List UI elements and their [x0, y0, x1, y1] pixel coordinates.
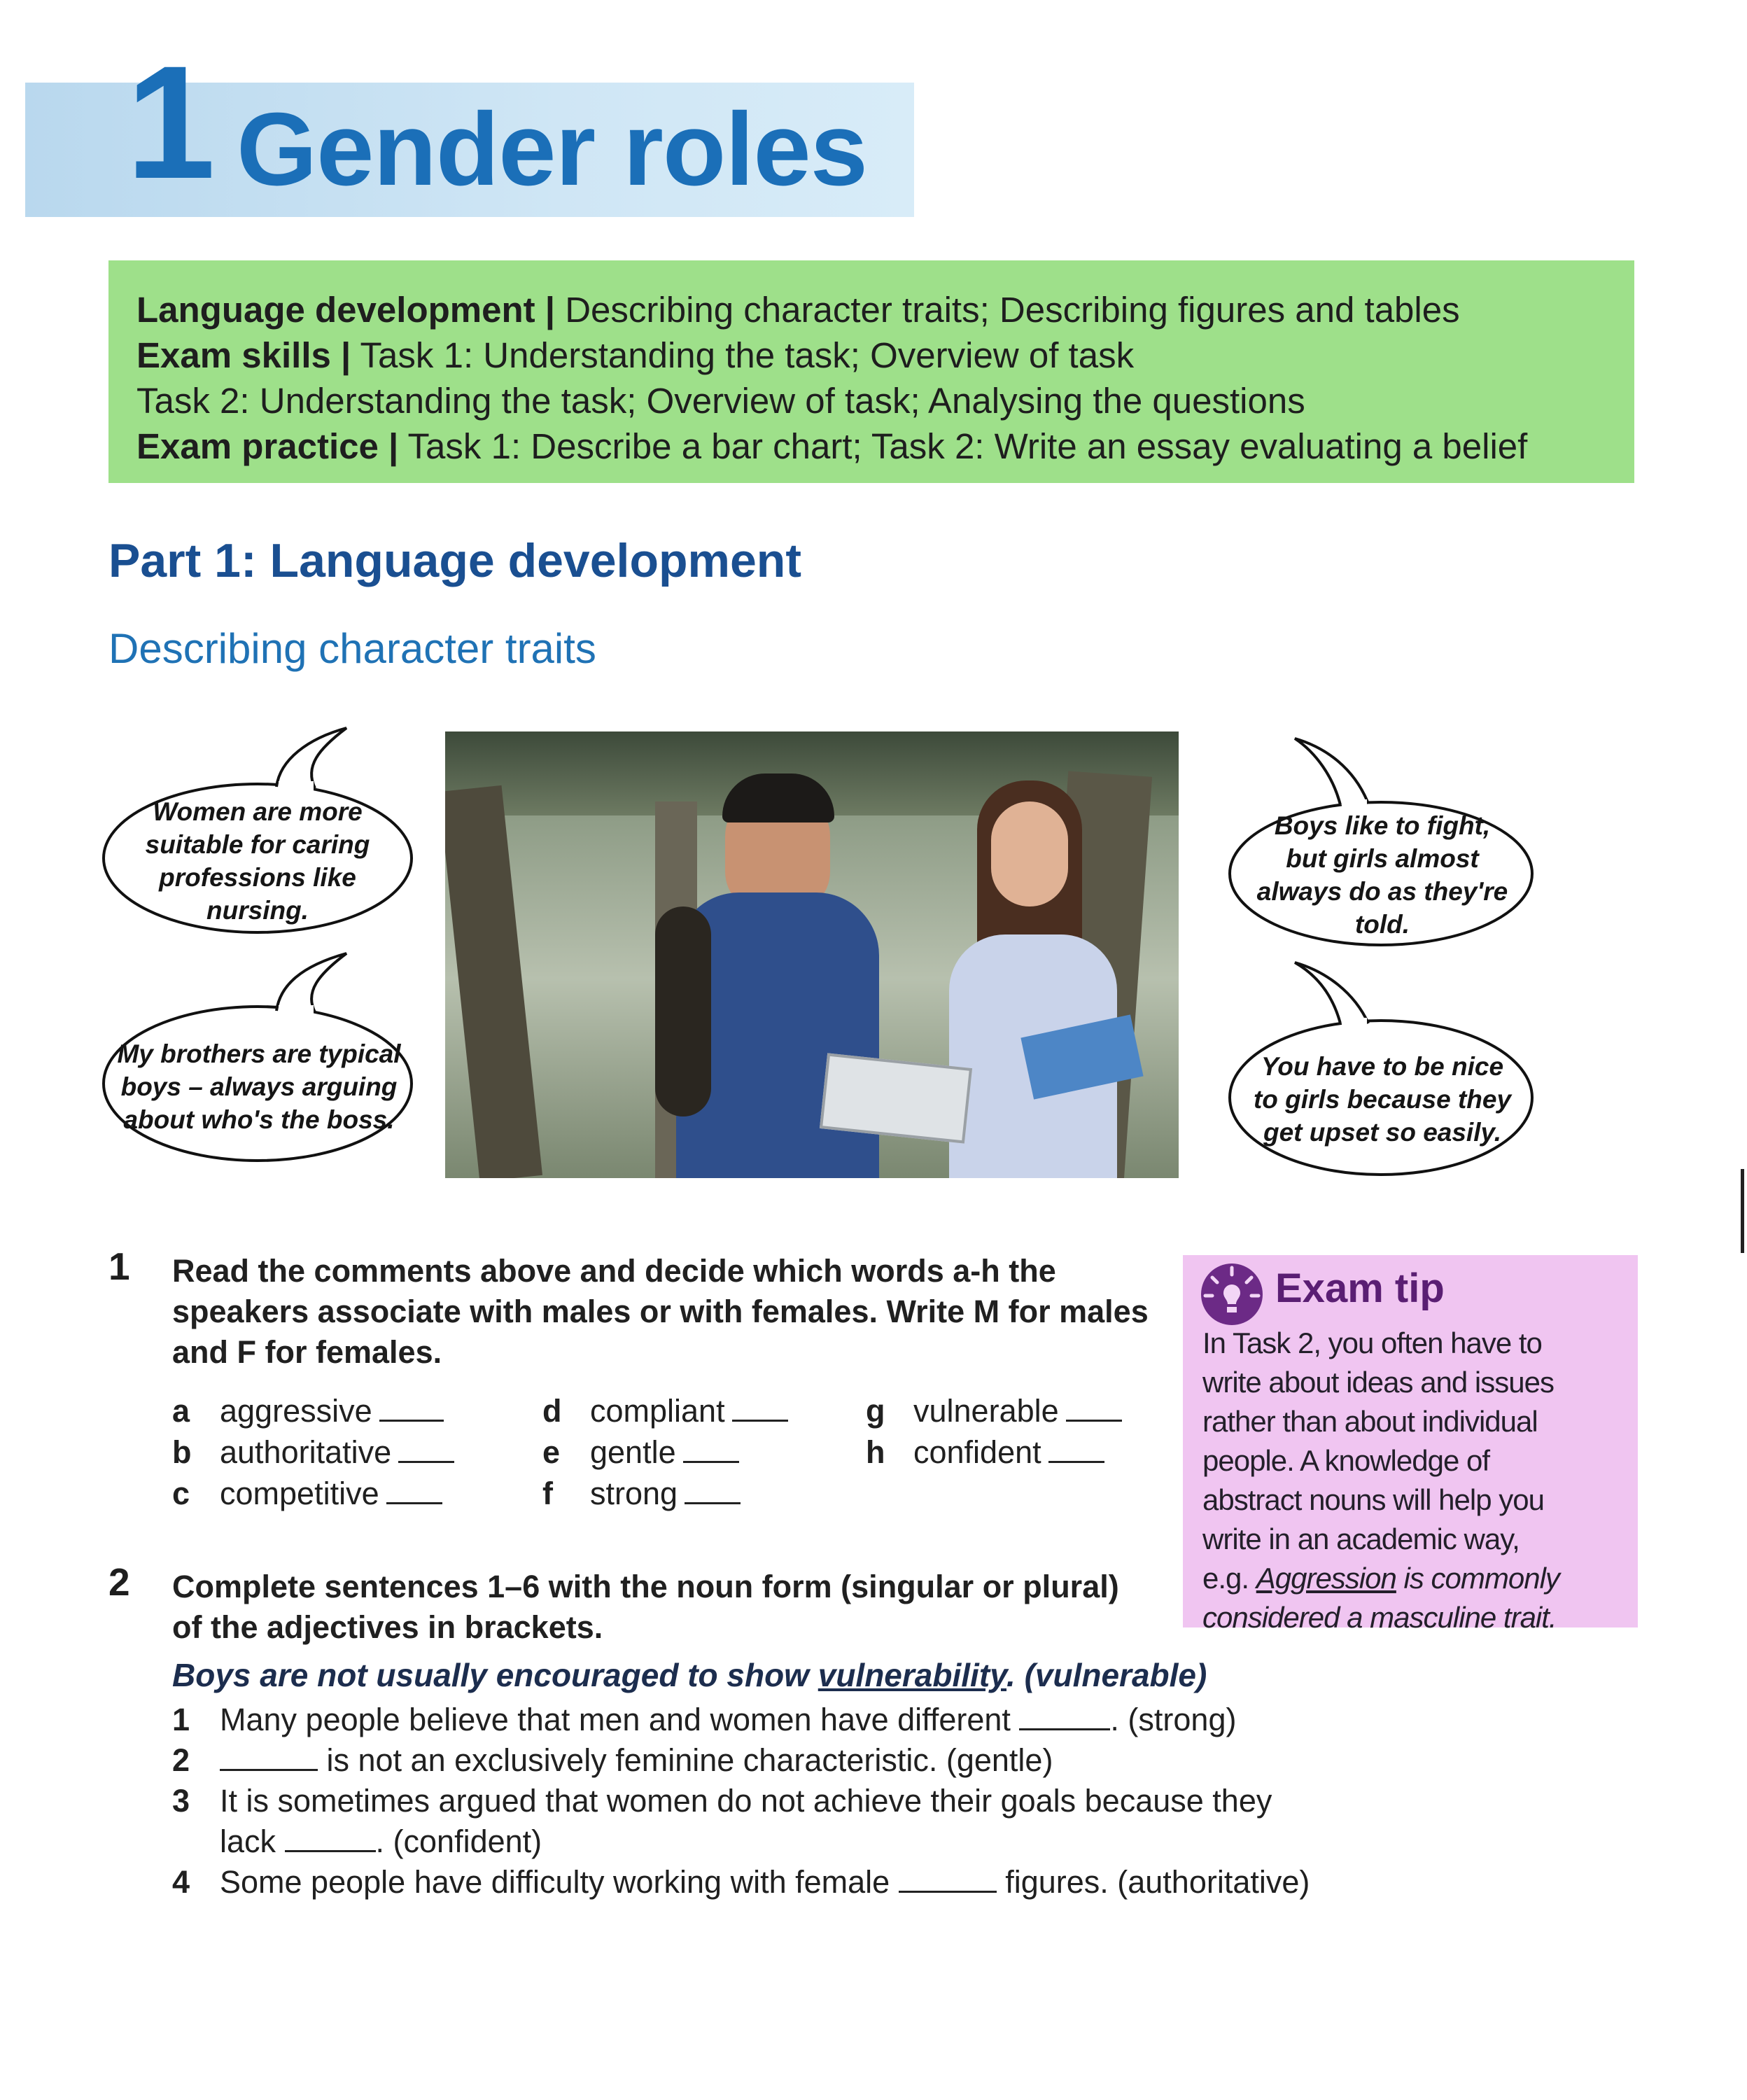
- answer-blank[interactable]: [1066, 1396, 1122, 1422]
- exercise-2-number: 2: [108, 1560, 130, 1604]
- bubble-top-left-text: Women are more suitable for caring professions like nursing.: [145, 797, 370, 925]
- exam-tip-title: Exam tip: [1275, 1266, 1445, 1311]
- sentence-4: 4 Some people have difficulty working with female figures. (authoritative): [172, 1864, 1310, 1900]
- answer-blank[interactable]: [285, 1826, 376, 1852]
- bubble-top-right-text: Boys like to fight, but girls almost always do as they're told.: [1256, 811, 1508, 939]
- lightbulb-icon: [1197, 1259, 1267, 1329]
- word-item-d: d compliant: [542, 1393, 788, 1429]
- part-heading: Part 1: Language development: [108, 534, 801, 587]
- section-heading: Describing character traits: [108, 625, 596, 672]
- word-item-a: a aggressive: [172, 1393, 444, 1429]
- word-item-e: e gentle: [542, 1434, 739, 1471]
- answer-blank[interactable]: [732, 1396, 788, 1422]
- chapter-number: 1: [126, 32, 211, 212]
- exam-tip-box: [1183, 1255, 1638, 1634]
- overview-exam-skills-task2: Task 2: Understanding the task; Overview of task; Analysing the questions: [136, 381, 1305, 421]
- answer-blank[interactable]: [683, 1437, 739, 1463]
- sentence-3-continued: lack . (confident): [220, 1823, 542, 1859]
- exercise-1-instruction: Read the comments above and decide which words a-h the speakers associate with males or with females. Write M for males and F for females.: [172, 1253, 1149, 1370]
- sentence-2: 2 is not an exclusively feminine characteristic. (gentle): [172, 1742, 1053, 1778]
- bubble-bottom-left-text: My brothers are typical boys – always arguing about who's the boss.: [117, 1039, 401, 1134]
- answer-blank[interactable]: [386, 1478, 442, 1504]
- bubble-top-right-tail: [1295, 738, 1368, 805]
- chapter-title: Gender roles: [237, 92, 868, 207]
- word-item-b: b authoritative: [172, 1434, 454, 1471]
- answer-blank[interactable]: [1019, 1704, 1110, 1730]
- students-photo: [445, 732, 1179, 1178]
- bubble-bottom-left-tail: [276, 953, 346, 1012]
- word-item-c: c competitive: [172, 1476, 442, 1512]
- answer-blank[interactable]: [685, 1478, 741, 1504]
- answer-blank[interactable]: [220, 1745, 318, 1771]
- bubble-top-left-tail: [276, 728, 346, 788]
- overview-language-development: Language development | Describing character traits; Describing figures and tables: [136, 290, 1460, 330]
- bubble-bottom-right-text: You have to be nice to girls because they get upset so easily.: [1253, 1051, 1512, 1147]
- bubble-bottom-right-tail: [1295, 962, 1368, 1023]
- exercise-2-instruction: Complete sentences 1–6 with the noun form (singular or plural) of the adjectives in brackets.: [172, 1569, 1119, 1645]
- overview-exam-practice: Exam practice | Task 1: Describe a bar chart; Task 2: Write an essay evaluating a belief: [136, 426, 1528, 466]
- answer-blank[interactable]: [398, 1437, 454, 1463]
- example-sentence: Boys are not usually encouraged to show vulnerability. (vulnerable): [172, 1657, 1207, 1693]
- answer-blank[interactable]: [1048, 1437, 1104, 1463]
- word-item-f: f strong: [542, 1476, 741, 1512]
- word-item-g: g vulnerable: [866, 1393, 1122, 1429]
- sentence-3: 3 It is sometimes argued that women do not achieve their goals because they: [172, 1783, 1272, 1819]
- page-edge-mark: [1741, 1169, 1744, 1253]
- answer-blank[interactable]: [379, 1396, 444, 1422]
- exercise-1-number: 1: [108, 1245, 130, 1288]
- exam-tip-body: In Task 2, you often have to write about ideas and issues rather than about individual people. A knowledge of abstract nouns will help you write in an academic way, e.g. Aggression is commonly considered a masculine trait.: [1202, 1326, 1559, 1634]
- overview-exam-skills: Exam skills | Task 1: Understanding the task; Overview of task: [136, 335, 1135, 375]
- sentence-1: 1 Many people believe that men and women have different . (strong): [172, 1702, 1237, 1737]
- word-item-h: h confident: [866, 1434, 1104, 1471]
- answer-blank[interactable]: [899, 1867, 997, 1893]
